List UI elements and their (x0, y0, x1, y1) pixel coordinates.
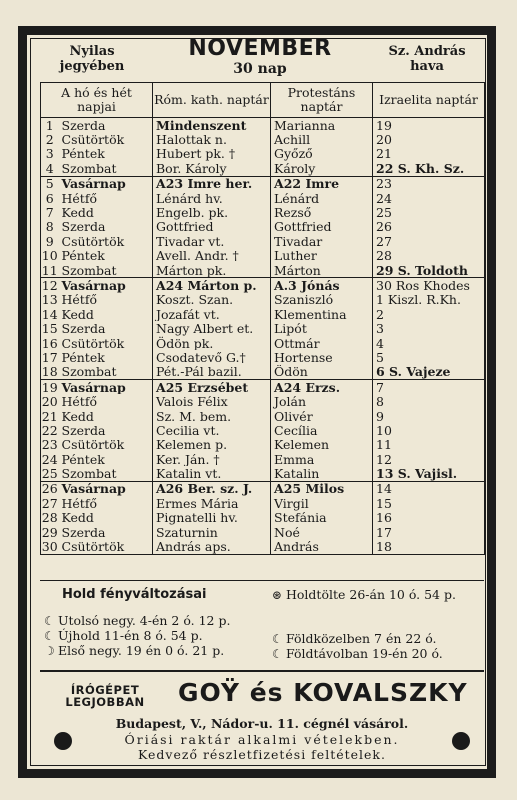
calendar-row (41, 496, 485, 510)
col-header-protestant: Protestáns naptár (271, 83, 373, 118)
day-number: 11 (41, 262, 58, 278)
last-quarter-text: Utolsó negy. 4-én 2 ó. 12 p. (58, 613, 231, 628)
jewish-entry: 21 (373, 147, 485, 161)
catholic-entry: András aps. (153, 539, 271, 554)
advertisement (40, 670, 484, 762)
calendar-header-row (41, 83, 485, 118)
calendar-row (41, 452, 485, 466)
calendar-row (41, 525, 485, 539)
calendar-row (41, 481, 485, 496)
weekday-name: Csütörtök (59, 234, 153, 248)
weekday-name: Szerda (59, 525, 153, 539)
jewish-entry: 2 (373, 307, 485, 321)
calendar-row (41, 511, 485, 525)
calendar-row (41, 350, 485, 364)
jewish-entry: 25 (373, 205, 485, 219)
calendar-row (41, 191, 485, 205)
first-quarter-text: Első negy. 19 én 0 ó. 21 p. (58, 643, 225, 658)
day-number: 24 (41, 451, 58, 467)
calendar-row (41, 539, 485, 554)
day-number: 26 (41, 481, 58, 497)
jewish-entry: 8 (373, 394, 485, 408)
catholic-entry: Koszt. Szan. (153, 293, 271, 307)
calendar-row (41, 365, 485, 380)
protestant-entry: Hortense (271, 350, 373, 364)
protestant-entry: A.3 Jónás (271, 278, 373, 293)
calendar-row (41, 394, 485, 408)
weekday-name: Vasárnap (59, 380, 153, 395)
moon-phases-section (40, 580, 484, 671)
calendar-row (41, 321, 485, 335)
ad-tagline-line1: ÍRÓGÉPET (70, 683, 140, 697)
protestant-entry: A25 Milos (271, 481, 373, 496)
catholic-entry: Bor. Károly (153, 161, 271, 176)
protestant-entry: Rezső (271, 205, 373, 219)
catholic-entry: Cecilia vt. (153, 423, 271, 437)
day-number: 17 (41, 350, 58, 365)
day-number: 28 (41, 510, 58, 525)
calendar-row (41, 263, 485, 278)
weekday-name: Szombat (59, 263, 153, 278)
jewish-entry: 18 (373, 539, 485, 554)
ad-brand: GOŸ és KOVALSZKY (178, 678, 468, 707)
protestant-entry: Ödön (271, 365, 373, 380)
day-number: 19 (41, 379, 58, 395)
jewish-entry: 28 (373, 249, 485, 263)
day-number: 12 (41, 277, 58, 293)
jewish-entry: 16 (373, 511, 485, 525)
protestant-entry: A24 Erzs. (271, 380, 373, 395)
calendar-row (41, 423, 485, 437)
zodiac-label: Nyilas jegyében (59, 44, 125, 74)
jewish-entry: 9 (373, 409, 485, 423)
catholic-entry: Márton pk. (153, 263, 271, 278)
protestant-entry: Katalin (271, 466, 373, 481)
jewish-entry: 3 (373, 321, 485, 335)
catholic-entry: Lénárd hv. (153, 191, 271, 205)
catholic-entry: A24 Márton p. (153, 278, 271, 293)
catholic-entry: Tivadar vt. (153, 234, 271, 248)
weekday-name: Hétfő (59, 293, 153, 307)
weekday-name: Szombat (59, 161, 153, 176)
catholic-entry: A26 Ber. sz. J. (153, 481, 271, 496)
weekday-name: Kedd (59, 511, 153, 525)
day-number: 3 (41, 147, 59, 161)
day-number: 29 (41, 524, 58, 540)
day-number: 14 (41, 307, 58, 322)
catholic-entry: Ödön pk. (153, 336, 271, 350)
ad-line-stock: Óriási raktár alkalmi vételekben. (124, 732, 400, 747)
catholic-entry: Kelemen p. (153, 438, 271, 452)
protestant-entry: A22 Imre (271, 176, 373, 191)
protestant-entry: Győző (271, 147, 373, 161)
weekday-name: Vasárnap (59, 278, 153, 293)
calendar-row (41, 220, 485, 234)
weekday-name: Kedd (59, 307, 153, 321)
weekday-name: Csütörtök (59, 438, 153, 452)
calendar-row (41, 293, 485, 307)
last-quarter-line (44, 613, 230, 628)
ad-address: Budapest, V., Nádor-u. 11. cégnél vásárol. (115, 716, 409, 731)
weekday-name: Hétfő (59, 394, 153, 408)
jewish-entry: 12 (373, 452, 485, 466)
calendar-row (41, 409, 485, 423)
protestant-entry: Lénárd (271, 191, 373, 205)
jewish-entry: 10 (373, 423, 485, 437)
protestant-entry: Noé (271, 525, 373, 539)
weekday-name: Kedd (59, 409, 153, 423)
apogee-line (272, 646, 443, 661)
apogee-text: Földtávolban 19-én 20 ó. (286, 646, 443, 661)
jewish-entry: 5 (373, 350, 485, 364)
calendar-row (41, 147, 485, 161)
jewish-entry: 27 (373, 234, 485, 248)
jewish-entry: 22 S. Kh. Sz. (373, 161, 485, 176)
protestant-entry: Achill (271, 132, 373, 146)
catholic-entry: A25 Erzsébet (153, 380, 271, 395)
month-days: 30 nap (233, 61, 287, 77)
calendar-row (41, 307, 485, 321)
perigee-text: Földközelben 7 én 22 ó. (286, 631, 437, 646)
moon-phases-title: Hold fényváltozásai (62, 587, 207, 602)
protestant-entry: Cecília (271, 423, 373, 437)
day-number: 7 (41, 205, 59, 219)
catholic-entry: Pignatelli hv. (153, 511, 271, 525)
calendar-row (41, 380, 485, 395)
calendar-row (41, 466, 485, 481)
perigee-icon: ☾ (272, 632, 283, 646)
ad-dot-left (54, 732, 72, 750)
day-number: 27 (41, 496, 58, 511)
catholic-entry: Mindenszent (153, 118, 271, 133)
catholic-entry: Ker. Ján. † (153, 452, 271, 466)
weekday-name: Csütörtök (59, 336, 153, 350)
weekday-name: Péntek (59, 452, 153, 466)
day-number: 15 (41, 321, 58, 336)
col-header-days: A hó és hét napjai (41, 83, 153, 118)
catholic-entry: Engelb. pk. (153, 205, 271, 219)
calendar-row (41, 118, 485, 133)
calendar-body (41, 118, 485, 555)
protestant-entry: Ottmár (271, 336, 373, 350)
protestant-entry: Klementina (271, 307, 373, 321)
calendar-row (41, 234, 485, 248)
first-quarter-line (44, 643, 224, 658)
full-moon-icon: ⊛ (272, 588, 283, 602)
protestant-entry: Olivér (271, 409, 373, 423)
weekday-name: Szerda (59, 423, 153, 437)
protestant-entry: Szaniszló (271, 293, 373, 307)
day-number: 6 (41, 191, 59, 205)
last-quarter-icon: ☾ (44, 614, 55, 628)
weekday-name: Péntek (59, 350, 153, 364)
calendar-row (41, 132, 485, 146)
calendar-row (41, 249, 485, 263)
protestant-entry: Virgil (271, 496, 373, 510)
catholic-entry: A23 Imre her. (153, 176, 271, 191)
full-moon-text: Holdtölte 26-án 10 ó. 54 p. (286, 587, 456, 602)
weekday-name: Csütörtök (59, 539, 153, 554)
catholic-entry: Jozafát vt. (153, 307, 271, 321)
catholic-entry: Avell. Andr. † (153, 249, 271, 263)
weekday-name: Vasárnap (59, 176, 153, 191)
calendar-table (40, 82, 485, 555)
weekday-name: Szombat (59, 466, 153, 481)
protestant-entry: Luther (271, 249, 373, 263)
jewish-entry: 7 (373, 380, 485, 395)
day-number: 5 (41, 176, 59, 191)
weekday-name: Péntek (59, 147, 153, 161)
protestant-entry: Gottfried (271, 220, 373, 234)
day-number: 25 (41, 466, 58, 482)
day-number: 8 (41, 220, 59, 234)
weekday-name: Csütörtök (59, 132, 153, 146)
protestant-entry: Emma (271, 452, 373, 466)
catholic-entry: Katalin vt. (153, 466, 271, 481)
day-number: 1 (41, 118, 59, 133)
catholic-entry: Pét.-Pál bazil. (153, 365, 271, 380)
day-number: 16 (41, 335, 58, 351)
month-name-label: Sz. András hava (388, 44, 466, 74)
ad-dot-right (452, 732, 470, 750)
calendar-row (41, 438, 485, 452)
jewish-entry: 14 (373, 481, 485, 496)
jewish-entry: 11 (373, 438, 485, 452)
new-moon-line (44, 628, 203, 643)
jewish-entry: 29 S. Toldoth (373, 263, 485, 278)
day-number: 9 (41, 234, 59, 248)
jewish-entry: 24 (373, 191, 485, 205)
jewish-entry: 1 Kiszl. R.Kh. (373, 293, 485, 307)
weekday-name: Szombat (59, 365, 153, 380)
protestant-entry: Stefánia (271, 511, 373, 525)
perigee-line (272, 631, 437, 646)
catholic-entry: Szaturnin (153, 525, 271, 539)
day-number: 30 (41, 539, 58, 555)
weekday-name: Péntek (59, 249, 153, 263)
day-number: 22 (41, 423, 58, 438)
weekday-name: Hétfő (59, 191, 153, 205)
jewish-entry: 23 (373, 176, 485, 191)
month-title: NOVEMBER (188, 36, 332, 61)
jewish-entry: 20 (373, 132, 485, 146)
catholic-entry: Hubert pk. † (153, 147, 271, 161)
full-moon-line (272, 587, 456, 602)
new-moon-text: Újhold 11-én 8 ó. 54 p. (58, 628, 203, 643)
catholic-entry: Csodatevő G.† (153, 350, 271, 364)
weekday-name: Szerda (59, 118, 153, 133)
calendar-row (41, 161, 485, 176)
catholic-entry: Valois Félix (153, 394, 271, 408)
jewish-entry: 6 S. Vajeze (373, 365, 485, 380)
weekday-name: Szerda (59, 321, 153, 335)
protestant-entry: Lipót (271, 321, 373, 335)
new-moon-icon: ☾ (44, 629, 55, 643)
weekday-name: Szerda (59, 220, 153, 234)
protestant-entry: Károly (271, 161, 373, 176)
jewish-entry: 4 (373, 336, 485, 350)
jewish-entry: 26 (373, 220, 485, 234)
catholic-entry: Nagy Albert et. (153, 321, 271, 335)
day-number: 2 (41, 132, 59, 146)
calendar-row (41, 176, 485, 191)
first-quarter-icon: ☽ (44, 644, 55, 658)
protestant-entry: Marianna (271, 118, 373, 133)
catholic-entry: Gottfried (153, 220, 271, 234)
weekday-name: Kedd (59, 205, 153, 219)
day-number: 18 (41, 364, 58, 380)
protestant-entry: Tivadar (271, 234, 373, 248)
calendar-row (41, 336, 485, 350)
protestant-entry: Márton (271, 263, 373, 278)
catholic-entry: Ermes Mária (153, 496, 271, 510)
day-number: 13 (41, 292, 58, 308)
catholic-entry: Halottak n. (153, 132, 271, 146)
calendar-row (41, 278, 485, 293)
jewish-entry: 17 (373, 525, 485, 539)
ad-tagline-line2: LEGJOBBAN (65, 695, 145, 709)
weekday-name: Hétfő (59, 496, 153, 510)
ad-tagline (50, 684, 160, 708)
jewish-entry: 30 Ros Khodes (373, 278, 485, 293)
jewish-entry: 13 S. Vajisl. (373, 466, 485, 481)
day-number: 20 (41, 394, 58, 409)
col-header-catholic: Róm. kath. naptár (153, 83, 271, 118)
calendar-row (41, 205, 485, 219)
month-header (160, 36, 360, 77)
catholic-entry: Sz. M. bem. (153, 409, 271, 423)
day-number: 10 (41, 248, 58, 263)
protestant-entry: Jolán (271, 394, 373, 408)
day-number: 23 (41, 437, 58, 452)
apogee-icon: ☾ (272, 647, 283, 661)
protestant-entry: Kelemen (271, 438, 373, 452)
jewish-entry: 19 (373, 118, 485, 133)
protestant-entry: András (271, 539, 373, 554)
day-number: 21 (41, 408, 58, 424)
day-number: 4 (41, 161, 59, 176)
jewish-entry: 15 (373, 496, 485, 510)
ad-line-terms: Kedvező részletfizetési feltételek. (138, 747, 386, 762)
weekday-name: Vasárnap (59, 481, 153, 496)
col-header-jewish: Izraelita naptár (373, 83, 485, 118)
